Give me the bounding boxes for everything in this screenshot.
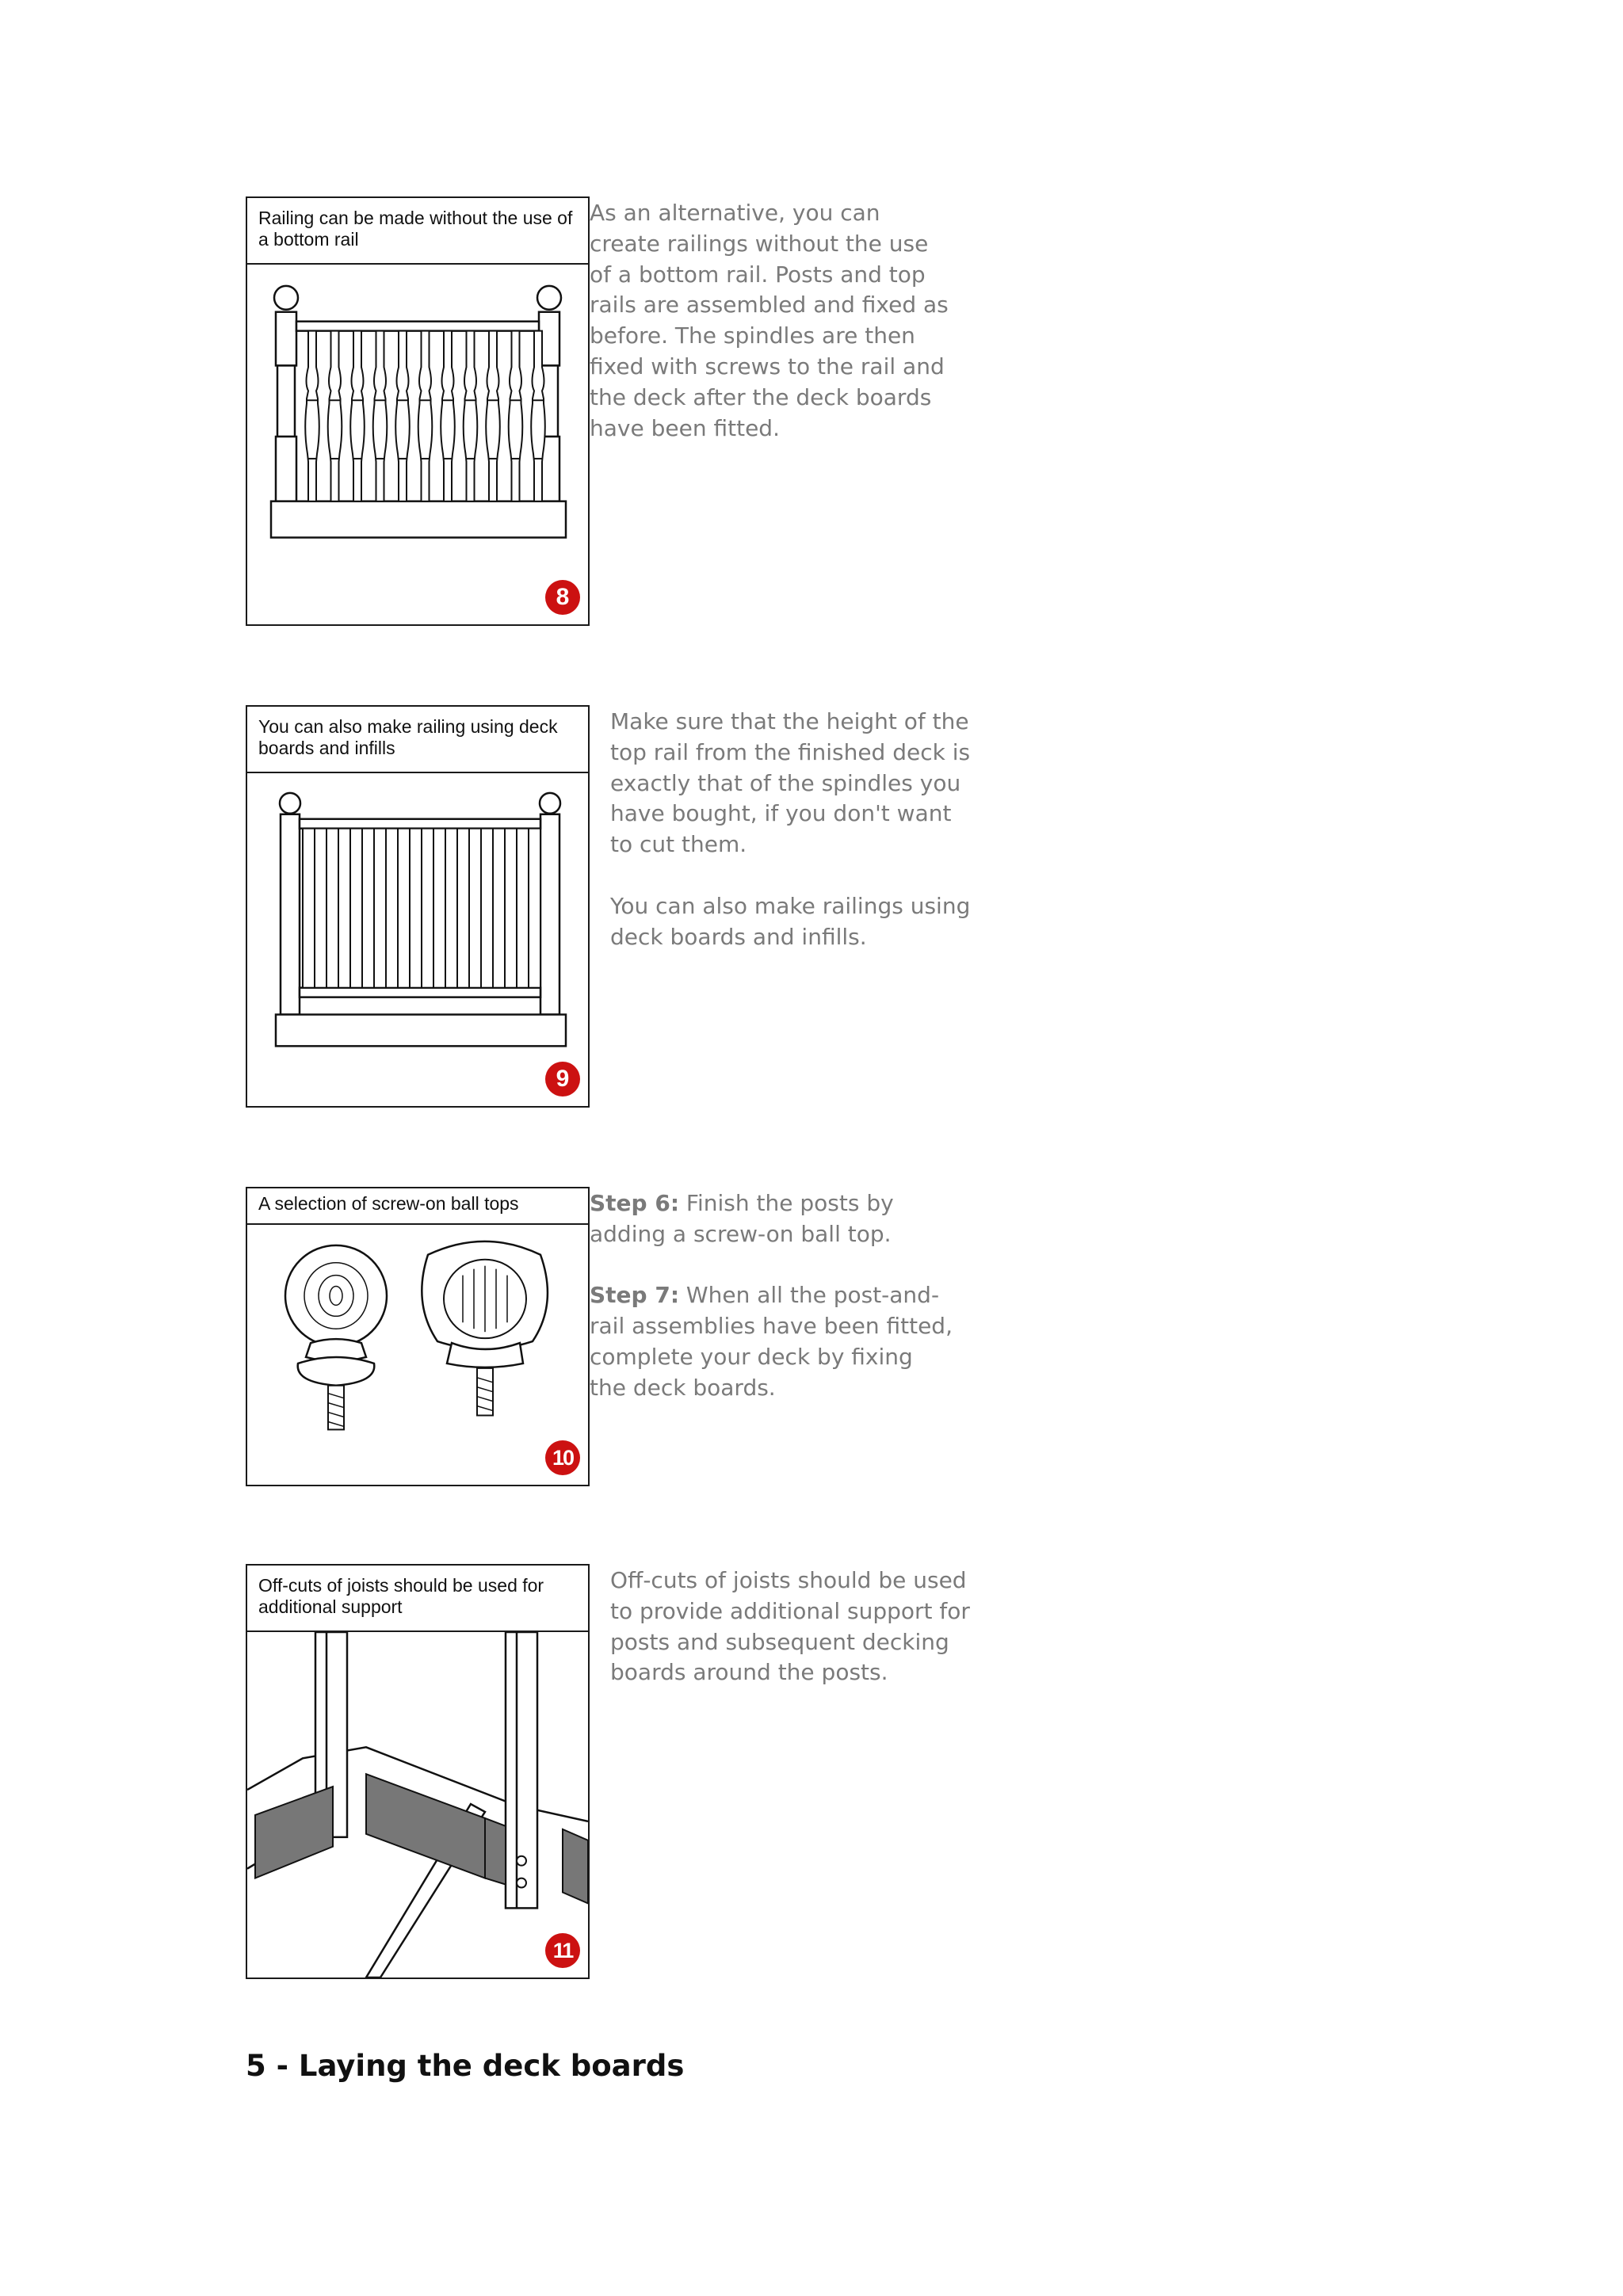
- spindle: [328, 331, 342, 502]
- infill-board: [410, 829, 422, 988]
- infill-board: [386, 829, 398, 988]
- step-text: When all the post-and-rail assemblies have been fitted, complete your deck by fixing the deck boards.: [590, 1282, 953, 1401]
- paragraph: Off-cuts of joists should be used to provide additional support for posts and subsequent decking boards around the posts.: [610, 1567, 970, 1686]
- figure-10-description: [590, 1188, 954, 1404]
- figure-caption: A selection of screw-on ball tops: [247, 1188, 588, 1225]
- infill-board: [398, 829, 410, 988]
- paragraph: Make sure that the height of the top rail from the finished deck is exactly that of the spindles you have bought, if you don't want to cut them.: [610, 708, 971, 858]
- railing-deck-boards-illustration: [247, 773, 588, 1106]
- infill-board: [433, 829, 445, 988]
- spindle: [373, 331, 388, 502]
- infill-board: [327, 829, 338, 988]
- infill-board: [422, 829, 433, 988]
- figure-8: [246, 196, 590, 626]
- step-6: [590, 1188, 954, 1250]
- spindle: [350, 331, 365, 502]
- infill-board: [350, 829, 362, 988]
- figure-caption: Railing can be made without the use of a bottom rail: [247, 198, 588, 265]
- infill-board: [457, 829, 469, 988]
- infill-board: [505, 829, 517, 988]
- figure-number-badge: 8: [545, 580, 580, 615]
- infill-board: [529, 829, 540, 988]
- figure-9-description: [610, 707, 975, 952]
- infill-board: [445, 829, 457, 988]
- figure-10: [246, 1187, 590, 1486]
- spindle: [464, 331, 478, 502]
- infill-board: [517, 829, 529, 988]
- step-label: Step 7:: [590, 1282, 680, 1309]
- infill-board: [469, 829, 481, 988]
- section-heading: 5 - Laying the deck boards: [246, 2049, 685, 2083]
- spindle: [418, 331, 433, 502]
- step-7: [590, 1280, 954, 1403]
- figure-8-description: [590, 198, 954, 444]
- spindle: [486, 331, 500, 502]
- spindle: [509, 331, 523, 502]
- infill-board: [315, 829, 327, 988]
- joist-offcuts-illustration: [247, 1632, 588, 1978]
- ball-tops-illustration: [247, 1225, 588, 1485]
- paragraph: As an alternative, you can create railings without the use of a bottom rail. Posts and top rails are assembled and fixed as before. The spindles are then fixed with screws to the rail and the deck after the deck boards have been fitted.: [590, 200, 949, 441]
- infill-board: [303, 829, 315, 988]
- infill-board: [374, 829, 386, 988]
- step-label: Step 6:: [590, 1190, 680, 1216]
- paragraph: You can also make railings using deck boards and infills.: [610, 892, 971, 950]
- infill-board: [362, 829, 374, 988]
- infill-board: [493, 829, 505, 988]
- spindle: [395, 331, 410, 502]
- spindle: [441, 331, 455, 502]
- infill-board: [338, 829, 350, 988]
- figure-11: [246, 1564, 590, 1979]
- figure-9: [246, 705, 590, 1108]
- railing-no-bottom-rail-illustration: [247, 265, 588, 624]
- figure-caption: Off-cuts of joists should be used for additional support: [247, 1566, 588, 1632]
- figure-caption: You can also make railing using deck boards and infills: [247, 707, 588, 773]
- spindle: [305, 331, 319, 502]
- step-text: Finish the posts by adding a screw-on ball top.: [590, 1190, 894, 1247]
- figure-number-badge: 11: [545, 1933, 580, 1968]
- infill-board: [481, 829, 493, 988]
- figure-number-badge: 9: [545, 1062, 580, 1097]
- figure-number-badge: 10: [545, 1440, 580, 1475]
- figure-11-description: [610, 1566, 975, 1688]
